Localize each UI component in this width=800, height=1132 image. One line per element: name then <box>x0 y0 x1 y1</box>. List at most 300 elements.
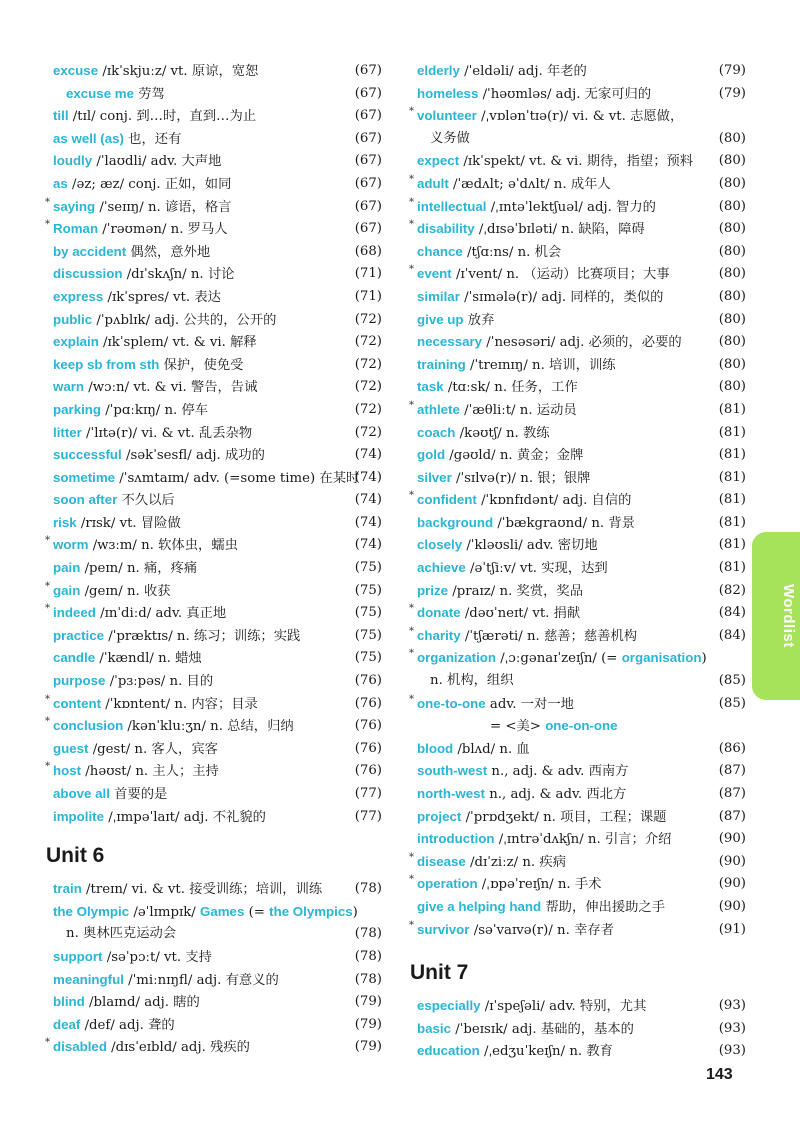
definition: /dɪsˈeɪbld/ adj. 残疾的 <box>106 1040 250 1056</box>
page-ref: (85) <box>718 673 746 689</box>
star-marker-icon: * <box>409 264 414 276</box>
wordlist-entry <box>410 1040 746 1063</box>
wordlist-entry <box>410 399 746 422</box>
definition: 保护，使免受 <box>159 357 244 373</box>
definition: /def/ adj. 聋的 <box>80 1017 175 1033</box>
wordlist-entry <box>46 715 382 738</box>
definition: 首要的是 <box>109 787 168 802</box>
wordlist-entry <box>46 218 382 241</box>
page-ref: (67) <box>354 130 382 146</box>
headword: basic <box>417 1020 452 1036</box>
headword: explain <box>53 334 99 350</box>
star-marker-icon: * <box>409 851 414 863</box>
wordlist-entry <box>410 60 746 83</box>
star-marker-icon: * <box>409 693 414 705</box>
page-ref: (80) <box>718 288 746 304</box>
definition: /səˈvaɪvə(r)/ n. 幸存者 <box>469 922 614 938</box>
page-ref: (80) <box>718 356 746 372</box>
definition: /ˈnesəsəri/ adj. 必须的，必要的 <box>482 335 682 351</box>
star-marker-icon: * <box>45 580 50 592</box>
headword: event <box>417 266 452 282</box>
headword: similar <box>417 288 460 304</box>
headword: charity <box>417 627 461 643</box>
wordlist-entry <box>410 760 746 783</box>
definition: /ˌɪntrəˈdʌkʃn/ n. 引言；介绍 <box>494 832 672 848</box>
headword: chance <box>417 243 463 259</box>
wordlist-entry <box>410 896 746 919</box>
headword: silver <box>417 469 452 485</box>
headword: as well (as) <box>53 130 124 146</box>
definition: /ˈkləʊsli/ adv. 密切地 <box>462 538 598 554</box>
definition: /tɪl/ conj. 到…时，直到…为止 <box>68 109 257 125</box>
headword: give a helping hand <box>417 898 542 914</box>
definition: /ɪnˈdiːd/ adv. 真正地 <box>95 606 227 622</box>
definition: /ˈsɪmələ(r)/ adj. 同样的，类似的 <box>459 289 664 305</box>
headword: organization <box>417 650 497 666</box>
headword: necessary <box>417 334 483 350</box>
page-ref: (75) <box>354 560 382 576</box>
headword: blind <box>53 994 85 1010</box>
headword: excuse me <box>66 85 135 101</box>
star-marker-icon: * <box>45 761 50 773</box>
headword: impolite <box>53 808 104 824</box>
definition: /tɑːsk/ n. 任务，工作 <box>443 380 578 396</box>
page-ref: (80) <box>718 243 746 259</box>
page-ref: (90) <box>718 831 746 847</box>
wordlist-entry <box>46 693 382 716</box>
wordlist-entry <box>410 806 746 829</box>
page-ref: (76) <box>354 740 382 756</box>
definition: /ˈbækgraʊnd/ n. 背景 <box>493 515 635 531</box>
wordlist-entry <box>410 783 746 806</box>
star-marker-icon: * <box>45 1037 50 1049</box>
definition: /ˈprɒdʒekt/ n. 项目，工程；课题 <box>461 809 667 825</box>
page-ref: (79) <box>718 63 746 78</box>
headword: till <box>53 108 69 124</box>
wordlist-entry <box>410 919 746 942</box>
definition: /ˈtʃærəti/ n. 慈善；慈善机构 <box>460 628 638 644</box>
page-ref: (80) <box>718 153 746 169</box>
headword: homeless <box>417 85 479 101</box>
wordlist-entry <box>46 150 382 173</box>
headword: public <box>53 311 93 327</box>
headword-variant: one-on-one <box>545 718 618 734</box>
wordlist-entry <box>46 991 382 1014</box>
wordlist-entry <box>410 557 746 580</box>
page-ref: (80) <box>718 266 746 282</box>
headword: candle <box>53 650 96 666</box>
headword: discussion <box>53 266 123 282</box>
page-ref: (67) <box>354 153 382 169</box>
definition: /ˈbeɪsɪk/ adj. 基础的，基本的 <box>451 1021 634 1037</box>
page-ref: (79) <box>718 85 746 101</box>
headword: north-west <box>417 786 485 801</box>
page-ref: (87) <box>718 786 746 801</box>
wordlist-entry <box>410 218 746 241</box>
page-ref: (80) <box>718 175 746 191</box>
definition: /ˈpræktɪs/ n. 练习；训练；实践 <box>104 628 301 644</box>
headword: content <box>53 695 102 711</box>
wordlist-entry <box>46 399 382 422</box>
definition: 义务做 <box>430 130 470 146</box>
page-ref: (74) <box>354 469 382 485</box>
headword: confident <box>417 492 477 508</box>
headword: above all <box>53 786 110 801</box>
definition: /ˈhəʊmləs/ adj. 无家可归的 <box>478 86 652 102</box>
wordlist-entry <box>46 557 382 580</box>
definition: adv. 一对一地 <box>485 696 574 712</box>
definition: n. 机构，组织 <box>430 673 514 689</box>
definition: /ˌɒpəˈreɪʃn/ n. 手术 <box>477 877 602 893</box>
definition: /blʌd/ n. 血 <box>453 741 530 757</box>
wordlist-entry <box>46 969 382 992</box>
headword: as <box>53 175 68 191</box>
page-ref: (84) <box>718 627 746 643</box>
star-marker-icon: * <box>409 625 414 637</box>
star-marker-icon: * <box>409 648 414 660</box>
definition: /ˌedʒuˈkeɪʃn/ n. 教育 <box>479 1044 613 1060</box>
definition: 也，还有 <box>123 131 182 147</box>
page-ref: (72) <box>354 356 382 372</box>
definition: /ɪkˈspleɪn/ vt. & vi. 解释 <box>98 335 257 351</box>
star-marker-icon: * <box>45 716 50 728</box>
wordlist-entry <box>46 878 382 901</box>
wordlist-entry <box>46 738 382 761</box>
definition: /ˌɪntəˈlektʃuəl/ adj. 智力的 <box>486 199 656 215</box>
definition: 偶然，意外地 <box>126 244 211 260</box>
definition: /ˈseɪɪŋ/ n. 谚语，格言 <box>95 199 232 215</box>
wordlist-entry <box>46 806 382 829</box>
headword: operation <box>417 876 478 892</box>
definition: /dəʊˈneɪt/ vt. 捐献 <box>460 606 581 622</box>
definition: /ˈmiːnɪŋfl/ adj. 有意义的 <box>123 972 279 988</box>
headword: practice <box>53 627 104 643</box>
wordlist-entry <box>410 693 746 716</box>
page-ref: (72) <box>354 424 382 440</box>
definition: = <美> <box>490 719 546 735</box>
definition: 放弃 <box>463 312 495 328</box>
wordlist-entry <box>410 263 746 286</box>
definition: /ˈlaʊdli/ adv. 大声地 <box>92 154 222 170</box>
headword: sometime <box>53 469 116 485</box>
wordlist-entry <box>46 196 382 219</box>
wordlist-entry <box>46 128 382 151</box>
page-ref: (81) <box>718 424 746 440</box>
wordlist-entry <box>410 738 746 761</box>
headword: litter <box>53 424 82 440</box>
wordlist-entry <box>410 241 746 264</box>
definition: /ˈsɪlvə(r)/ n. 银；银牌 <box>451 470 591 486</box>
headword: give up <box>417 311 464 327</box>
wordlist-entry <box>46 580 382 603</box>
wordlist-entry <box>410 851 746 874</box>
headword: donate <box>417 605 461 621</box>
definition: /wɜːm/ n. 软体虫，蠕虫 <box>88 538 238 554</box>
page-ref: (80) <box>718 379 746 395</box>
headword: successful <box>53 447 122 463</box>
definition: n. 奥林匹克运动会 <box>66 926 177 942</box>
definition-cont: ) <box>352 904 358 920</box>
definition: /wɔːn/ vt. & vi. 警告，告诫 <box>84 380 258 396</box>
definition: 劳驾 <box>134 86 165 102</box>
definition: /dɪˈskʌʃn/ n. 讨论 <box>122 267 235 283</box>
page-ref: (80) <box>718 334 746 350</box>
definition: /əˈtʃiːv/ vt. 实现，达到 <box>465 561 608 577</box>
page-ref: (81) <box>718 537 746 553</box>
headword: closely <box>417 537 463 553</box>
headword: elderly <box>417 63 460 78</box>
page-ref: (87) <box>718 808 746 824</box>
definition: /ˈtreɪnɪŋ/ n. 培训，训练 <box>465 357 616 373</box>
wordlist-left-column <box>46 60 382 1059</box>
headword: coach <box>417 424 456 440</box>
wordlist-entry <box>410 873 746 896</box>
page-ref: (81) <box>718 447 746 463</box>
wordlist-entry <box>46 263 382 286</box>
page-ref: (78) <box>354 881 382 897</box>
definition: /ɪkˈspekt/ vt. & vi. 期待，指望；预料 <box>459 154 694 170</box>
wordlist-entry <box>46 376 382 399</box>
definition: /ɪˈvent/ n. （运动）比赛项目；大事 <box>451 267 670 283</box>
definition: /praɪz/ n. 奖赏，奖品 <box>448 583 584 599</box>
page-ref: (87) <box>718 763 746 779</box>
page-ref: (90) <box>718 898 746 914</box>
wordlist-entry <box>410 128 746 151</box>
page-ref: (72) <box>354 401 382 417</box>
side-tab-label: Wordlist <box>780 584 797 648</box>
definition: /ˈrəʊmən/ n. 罗马人 <box>98 222 228 238</box>
wordlist-entry <box>410 376 746 399</box>
definition: /ˈkændl/ n. 蜡烛 <box>95 651 202 667</box>
headword: adult <box>417 175 449 191</box>
definition: /ˌɔːgənaɪˈzeɪʃn/ (= <box>496 651 622 667</box>
headword: pain <box>53 560 81 576</box>
page-ref: (80) <box>718 198 746 214</box>
headword: south-west <box>417 763 488 779</box>
definition: /səkˈsesfl/ adj. 成功的 <box>121 448 265 464</box>
headword: risk <box>53 514 77 530</box>
page-ref: (72) <box>354 311 382 327</box>
definition: /geɪn/ n. 收获 <box>80 583 171 599</box>
wordlist-entry <box>46 670 382 693</box>
star-marker-icon: * <box>409 399 414 411</box>
wordlist-entry <box>46 60 382 83</box>
headword: purpose <box>53 673 106 689</box>
headword: background <box>417 514 494 530</box>
definition: n., adj. & adv. 西南方 <box>487 764 629 780</box>
page-ref: (93) <box>718 1043 746 1059</box>
definition: /ˈæθliːt/ n. 运动员 <box>459 402 577 418</box>
star-marker-icon: * <box>409 490 414 502</box>
headword: excuse <box>53 63 99 78</box>
wordlist-entry <box>410 444 746 467</box>
page-ref: (79) <box>354 994 382 1010</box>
page-ref: (79) <box>354 1039 382 1055</box>
unit-heading: Unit 6 <box>46 844 105 868</box>
wordlist-entry <box>410 489 746 512</box>
definition: /ˈædʌlt; əˈdʌlt/ n. 成年人 <box>448 176 611 192</box>
page-ref: (93) <box>718 998 746 1014</box>
page-ref: (81) <box>718 514 746 530</box>
page-ref: (85) <box>718 695 746 711</box>
page-ref: (93) <box>718 1020 746 1036</box>
wordlist-entry <box>46 760 382 783</box>
page-ref: (74) <box>354 537 382 553</box>
page-ref: (76) <box>354 695 382 711</box>
definition: /ˌdɪsəˈbɪləti/ n. 缺陷，障碍 <box>474 222 645 238</box>
definition: /ˈsʌmtaɪm/ adv. (=some time) 在某时 <box>115 470 360 486</box>
page-ref: (75) <box>354 627 382 643</box>
headword: survivor <box>417 921 470 937</box>
wordlist-entry <box>46 647 382 670</box>
wordlist-entry <box>410 309 746 332</box>
headword: loudly <box>53 153 93 169</box>
page-ref: (72) <box>354 379 382 395</box>
wordlist-entry <box>46 309 382 332</box>
headword: training <box>417 356 466 372</box>
wordlist-entry <box>46 946 382 969</box>
page-ref: (78) <box>354 926 382 942</box>
wordlist-entry <box>46 1036 382 1059</box>
page-ref: (91) <box>718 921 746 937</box>
star-marker-icon: * <box>409 196 414 208</box>
wordlist-entry <box>46 83 382 106</box>
headword: keep sb from sth <box>53 356 160 372</box>
definition: /kəʊtʃ/ n. 教练 <box>455 425 550 441</box>
page-ref: (80) <box>718 221 746 237</box>
star-marker-icon: * <box>409 219 414 231</box>
headword: express <box>53 288 104 304</box>
page-ref: (75) <box>354 650 382 666</box>
wordlist-entry <box>46 331 382 354</box>
wordlist-entry <box>46 901 382 924</box>
definition: /ˌɪmpəˈlaɪt/ adj. 不礼貌的 <box>103 809 266 825</box>
headword: conclusion <box>53 718 124 734</box>
page-ref: (90) <box>718 853 746 869</box>
wordlist-entry <box>410 647 746 670</box>
wordlist-entry <box>46 512 382 535</box>
page-ref: (74) <box>354 492 382 508</box>
definition: /ˈpɑːkɪŋ/ n. 停车 <box>101 402 209 418</box>
page-ref: (81) <box>718 401 746 417</box>
headword: train <box>53 881 82 897</box>
star-marker-icon: * <box>45 693 50 705</box>
headword-variant: Games <box>199 903 245 919</box>
headword: disability <box>417 221 475 237</box>
headword: meaningful <box>53 971 124 987</box>
headword: achieve <box>417 560 466 576</box>
wordlist-entry <box>410 422 746 445</box>
star-marker-icon: * <box>409 919 414 931</box>
headword: the Olympic <box>53 903 130 919</box>
definition: /səˈpɔːt/ vt. 支持 <box>102 949 212 965</box>
headword-variant: organisation <box>621 650 702 666</box>
wordlist-entry <box>46 241 382 264</box>
headword: one-to-one <box>417 695 486 711</box>
definition: /ˈlɪtə(r)/ vi. & vt. 乱丢杂物 <box>81 425 253 441</box>
wordlist-entry <box>410 83 746 106</box>
headword: volunteer <box>417 108 477 124</box>
page-ref: (77) <box>354 786 382 801</box>
definition: /treɪn/ vi. & vt. 接受训练；培训，训练 <box>81 882 323 898</box>
page-ref: (77) <box>354 808 382 824</box>
page-ref: (82) <box>718 582 746 598</box>
page-ref: (78) <box>354 971 382 987</box>
headword: education <box>417 1043 480 1059</box>
headword: gain <box>53 582 81 598</box>
wordlist-entry <box>410 602 746 625</box>
page-ref: (86) <box>718 740 746 756</box>
wordlist-entry <box>410 580 746 603</box>
page-ref: (67) <box>354 221 382 237</box>
headword: project <box>417 808 462 824</box>
definition: /tʃɑːns/ n. 机会 <box>462 244 562 260</box>
page-ref: (67) <box>354 175 382 191</box>
headword: parking <box>53 401 102 417</box>
star-marker-icon: * <box>45 196 50 208</box>
definition: /dɪˈziːz/ n. 疾病 <box>465 854 566 870</box>
page-ref: (76) <box>354 763 382 779</box>
page-ref: (76) <box>354 718 382 734</box>
headword: by accident <box>53 243 127 259</box>
wordlist-entry <box>410 331 746 354</box>
definition: 不久以后 <box>117 493 175 509</box>
definition: /ˈkɒnfɪdənt/ adj. 自信的 <box>476 493 632 509</box>
wordlist-entry <box>410 534 746 557</box>
wordlist-entry <box>46 105 382 128</box>
page-ref: (71) <box>354 288 382 304</box>
definition: /gəʊld/ n. 黄金；金牌 <box>445 448 584 464</box>
wordlist-entry <box>46 625 382 648</box>
page-ref: (68) <box>354 243 382 259</box>
definition: /əz; æz/ conj. 正如，如同 <box>67 176 232 192</box>
headword: introduction <box>417 831 495 847</box>
definition: /kənˈkluːʒn/ n. 总结，归纳 <box>123 719 294 735</box>
page-number: 143 <box>706 1066 733 1083</box>
unit-heading: Unit 7 <box>410 961 469 985</box>
wordlist-entry <box>410 828 746 851</box>
headword: expect <box>417 153 460 169</box>
star-marker-icon: * <box>45 219 50 231</box>
star-marker-icon: * <box>409 603 414 615</box>
definition: /həʊst/ n. 主人；主持 <box>81 764 219 780</box>
wordlist-entry <box>410 995 746 1018</box>
page-ref: (84) <box>718 605 746 621</box>
wordlist-entry <box>410 715 746 738</box>
page-ref: (67) <box>354 198 382 214</box>
wordlist-entry <box>410 286 746 309</box>
wordlist-entry <box>410 625 746 648</box>
wordlist-entry <box>46 923 382 946</box>
headword: task <box>417 379 444 395</box>
definition-cont: (= <box>244 904 270 920</box>
page-ref: (71) <box>354 266 382 282</box>
page-ref: (74) <box>354 447 382 463</box>
wordlist-entry <box>410 512 746 535</box>
wordlist-entry <box>46 467 382 490</box>
headword: athlete <box>417 401 460 417</box>
page-ref: (72) <box>354 334 382 350</box>
definition: /gest/ n. 客人，宾客 <box>88 741 218 757</box>
wordlist-entry <box>46 286 382 309</box>
page-ref: (81) <box>718 492 746 508</box>
definition: /ˈpɜːpəs/ n. 目的 <box>105 674 214 690</box>
headword: blood <box>417 740 454 756</box>
wordlist-entry <box>46 173 382 196</box>
headword: disabled <box>53 1039 107 1055</box>
definition: /blaɪnd/ adj. 瞎的 <box>84 995 200 1011</box>
page-ref: (67) <box>354 63 382 78</box>
